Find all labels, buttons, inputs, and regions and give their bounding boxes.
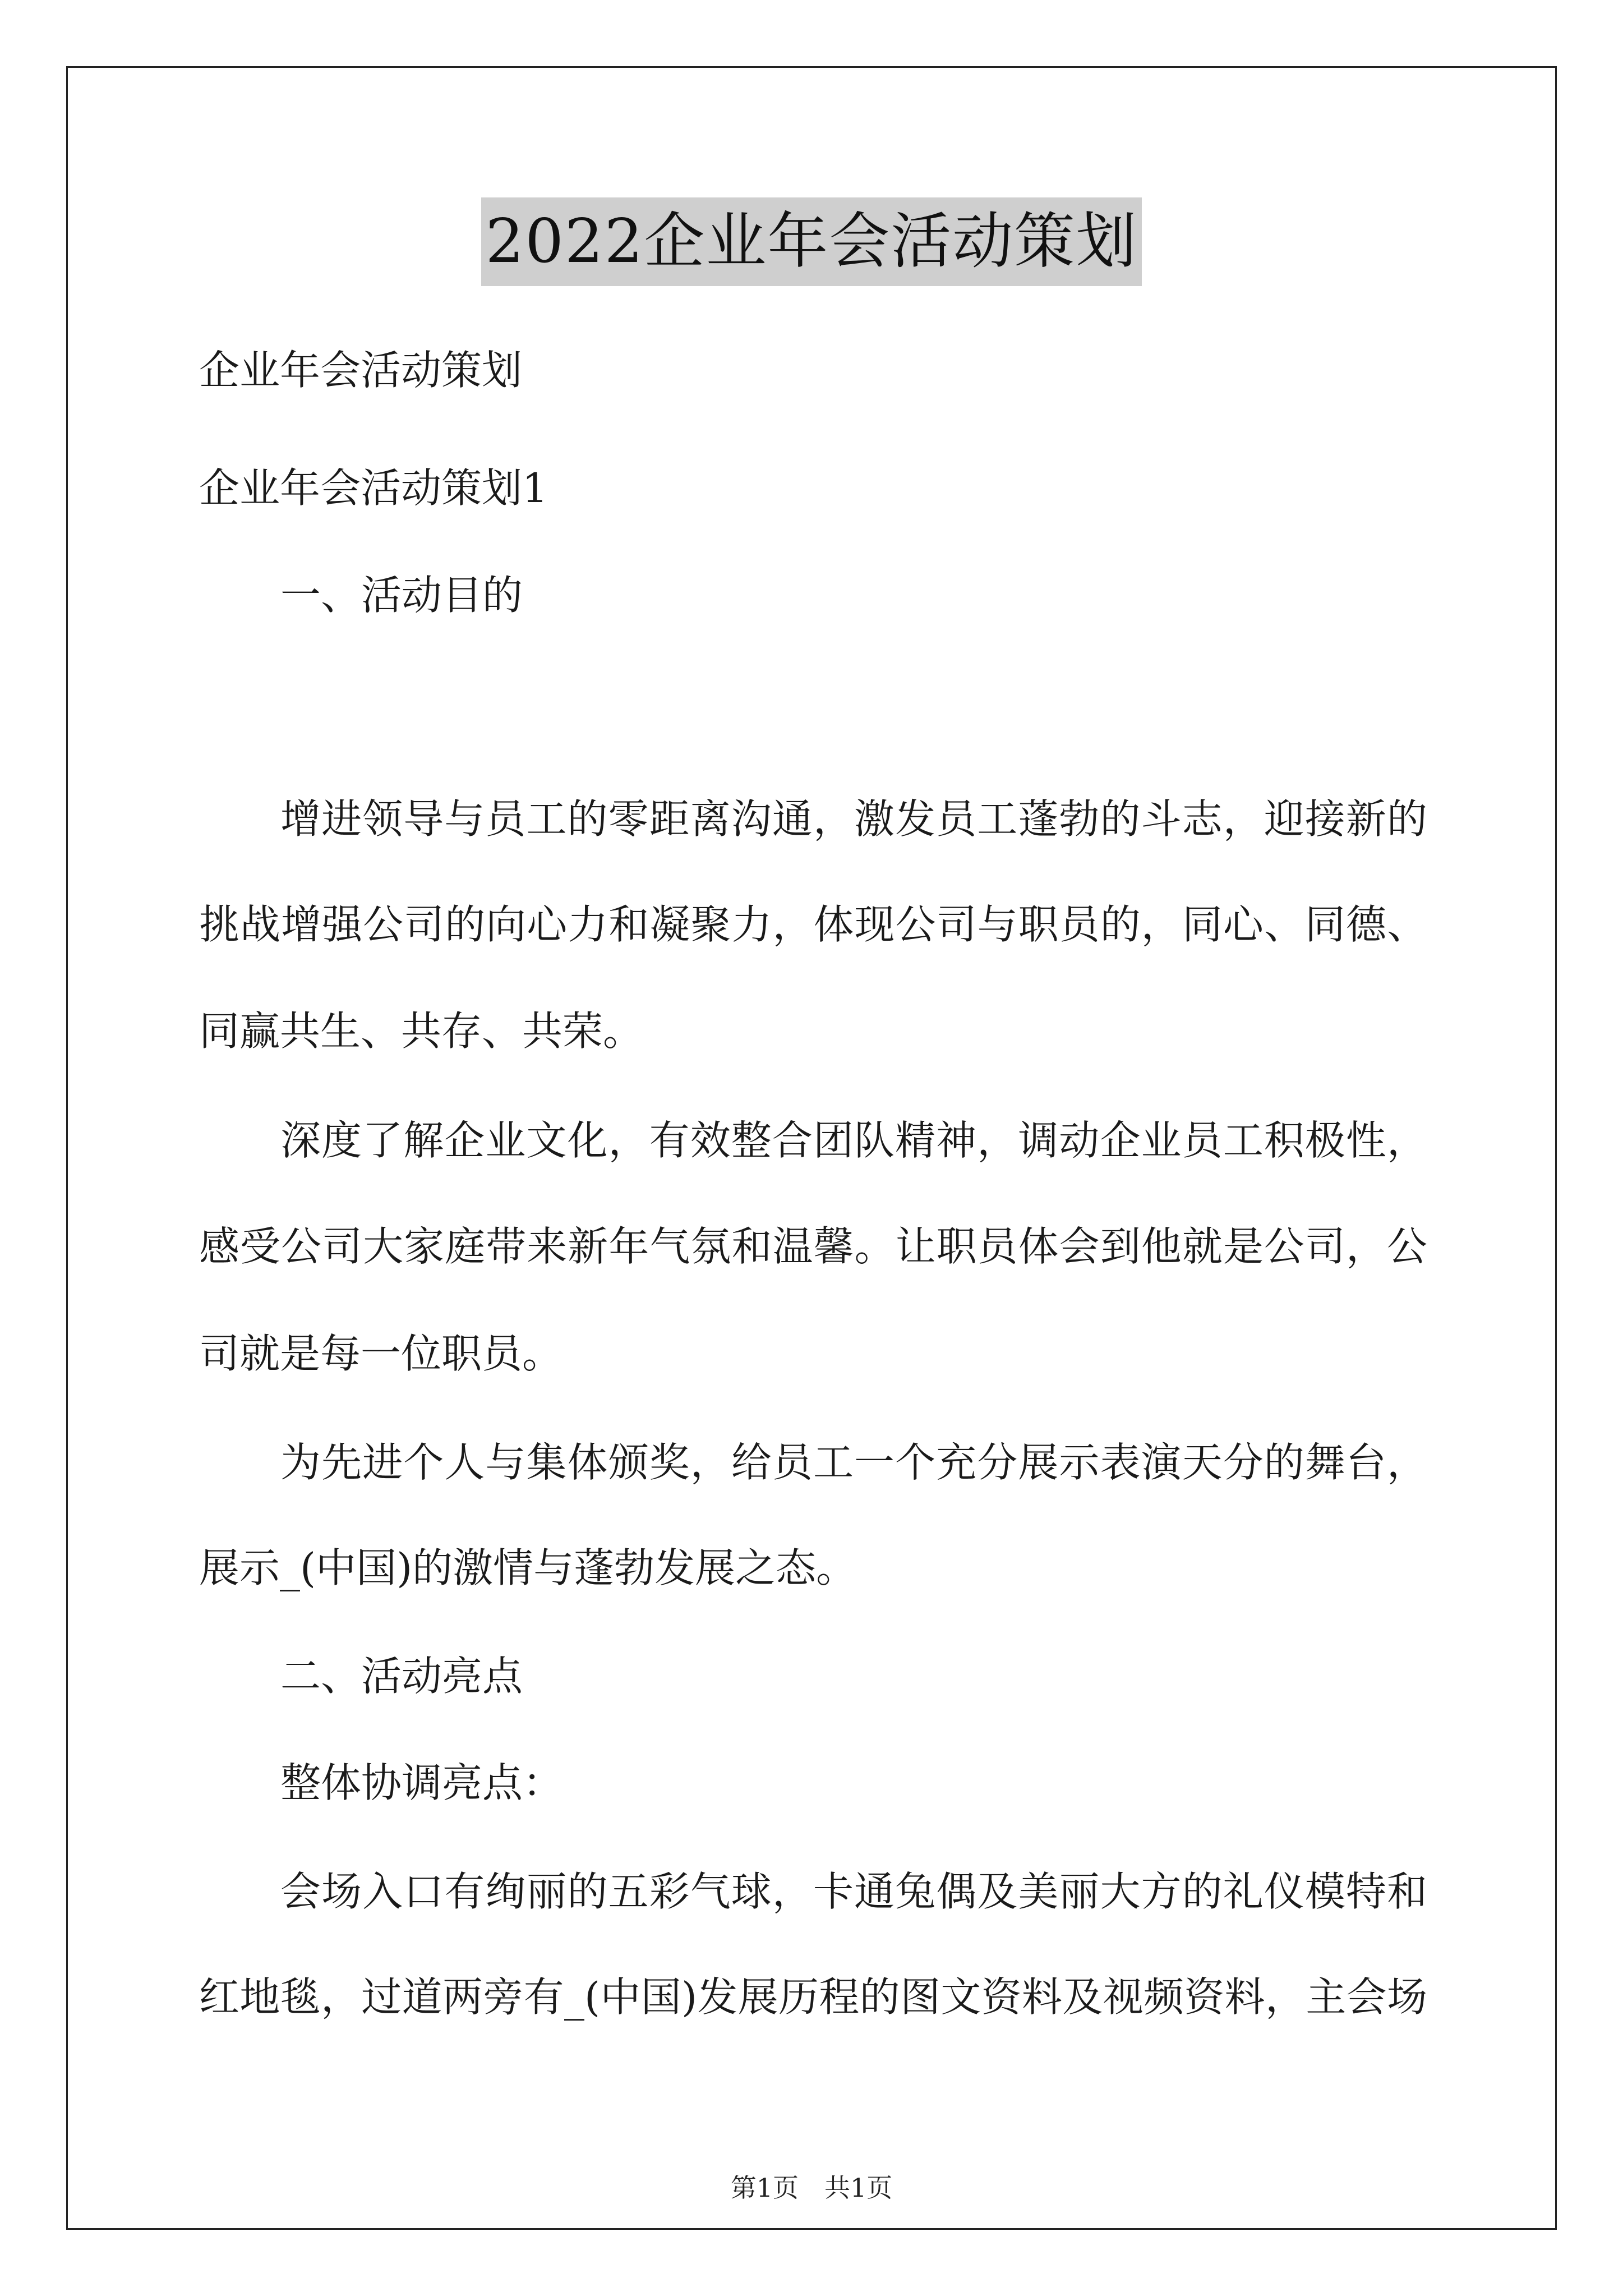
document-title: 2022企业年会活动策划 <box>481 197 1142 286</box>
paragraph-line: 展示_(中国)的激情与蓬勃发展之态。 <box>199 1544 857 1591</box>
paragraph-line: 红地毯，过道两旁有_(中国)发展历程的图文资料及视频资料，主会场 <box>199 1973 1427 2021</box>
paragraph-line: 司就是每一位职员。 <box>199 1330 563 1377</box>
paragraph-line: 深度了解企业文化，有效整合团队精神，调动企业员工积极性， <box>280 1117 1427 1164</box>
title-container <box>0 197 1623 286</box>
paragraph-line: 企业年会活动策划1 <box>199 464 548 512</box>
paragraph-line: 企业年会活动策划 <box>199 347 523 394</box>
section-heading: 一、活动目的 <box>280 572 523 619</box>
paragraph-line: 挑战增强公司的向心力和凝聚力，体现公司与职员的，同心、同德、 <box>199 901 1427 948</box>
page-footer: 第1页 共1页 <box>730 2173 893 2203</box>
paragraph-line: 同赢共生、共存、共荣。 <box>199 1007 644 1055</box>
paragraph-line: 会场入口有绚丽的五彩气球，卡通兔偶及美丽大方的礼仪模特和 <box>280 1868 1427 1915</box>
paragraph-line: 增进领导与员工的零距离沟通，激发员工蓬勃的斗志，迎接新的 <box>280 795 1427 843</box>
paragraph-line: 为先进个人与集体颁奖，给员工一个充分展示表演天分的舞台， <box>280 1439 1427 1486</box>
paragraph-line: 整体协调亮点： <box>280 1759 564 1806</box>
section-heading: 二、活动亮点 <box>280 1653 523 1700</box>
paragraph-line: 感受公司大家庭带来新年气氛和温馨。让职员体会到他就是公司，公 <box>199 1223 1427 1270</box>
